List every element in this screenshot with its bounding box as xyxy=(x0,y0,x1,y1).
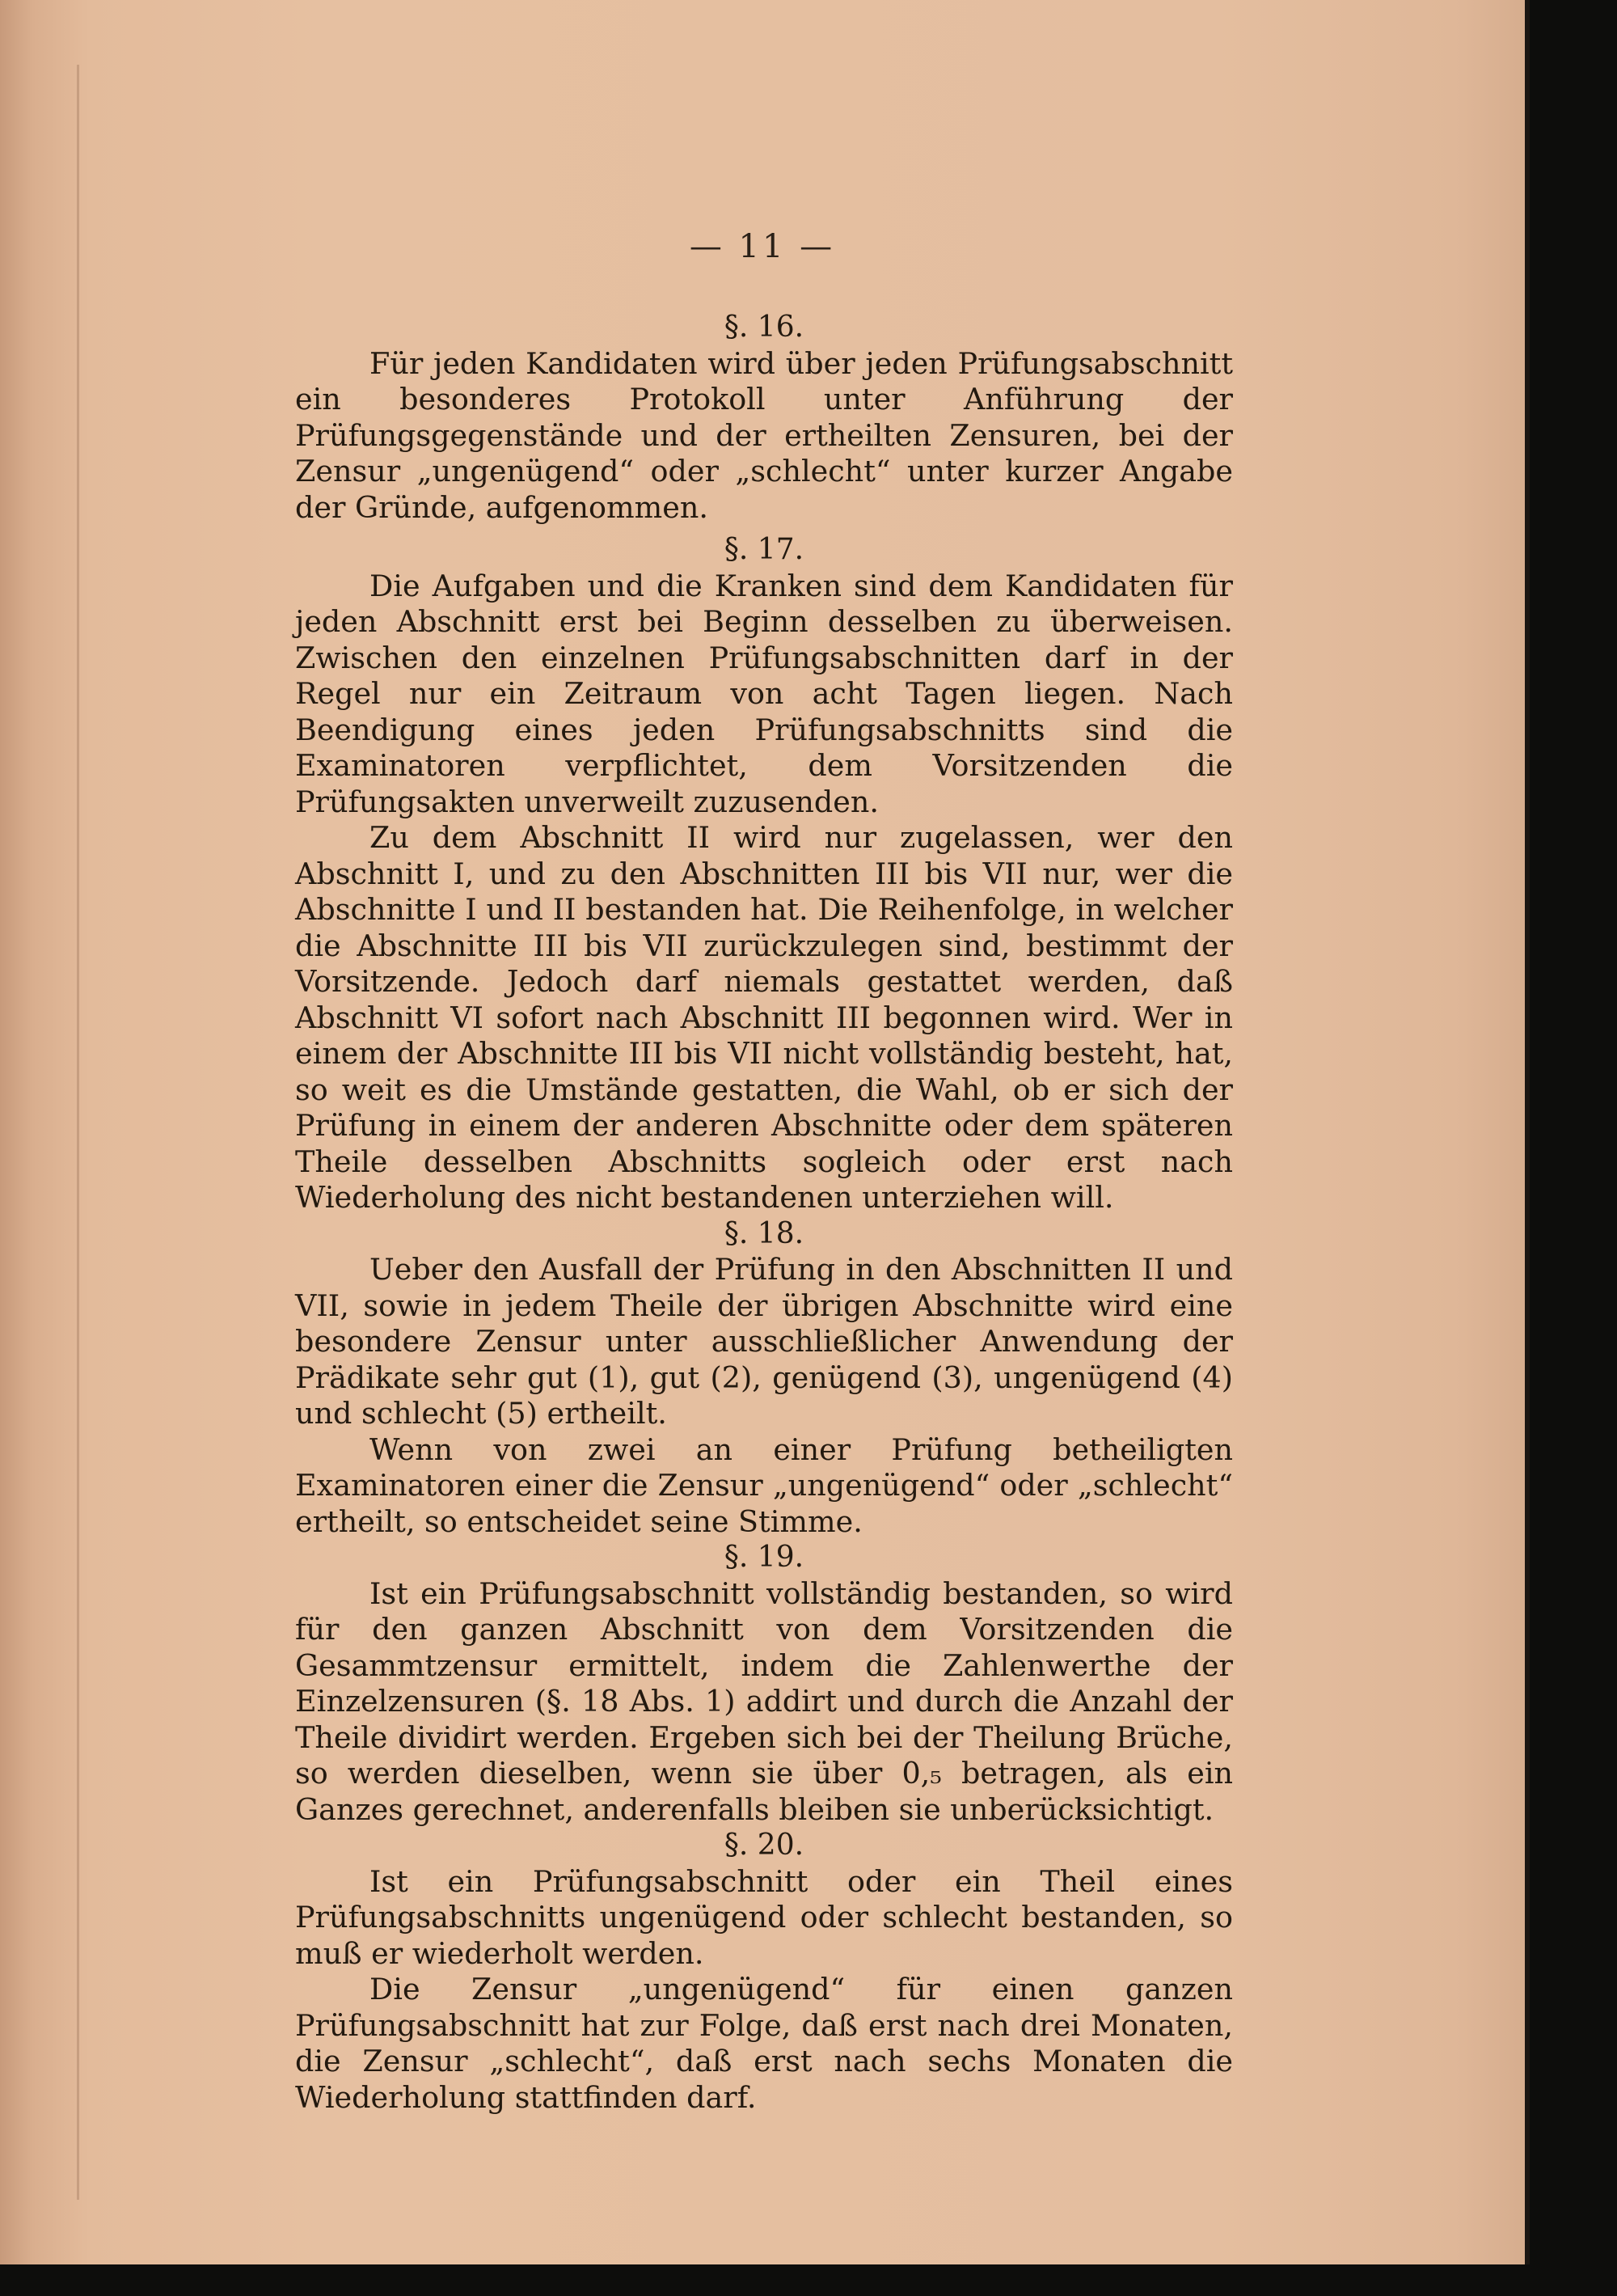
section-16 xyxy=(295,310,1233,526)
section-heading: §. 18. xyxy=(724,1216,804,1250)
paragraph: Die Aufgaben und die Kranken sind dem Kandidaten für jeden Abschnitt erst bei Beginn desselben zu überweisen. Zwischen den einzelnen Prüfungsabschnitten darf in der Regel nur ein Zeitraum von acht Tagen liegen. Nach Beendigung eines jeden Prüfungsabschnitts sind die Examinatoren verpflichtet, dem Vorsitzenden die Prüfungsakten unverweilt zuzusenden. xyxy=(295,568,1233,819)
section-heading: §. 17. xyxy=(724,533,804,566)
section-18 xyxy=(295,1216,1233,1541)
page-body xyxy=(295,310,1233,2116)
section-heading: §. 16. xyxy=(724,311,804,344)
section-20 xyxy=(295,1828,1233,2116)
paragraph: Ueber den Ausfall der Prüfung in den Abschnitten II und VII, sowie in jedem Theile der übrigen Abschnitte wird eine besondere Zensur unter ausschließlicher Anwendung der Prädikate sehr gut (1), gut (2), genügend (3), ungenügend (4) und schlecht (5) ertheilt. xyxy=(295,1252,1233,1431)
section-heading: §. 19. xyxy=(724,1541,804,1574)
paragraph: Wenn von zwei an einer Prüfung betheiligten Examinatoren einer die Zensur „ungenügend“ oder „schlecht“ ertheilt, so entscheidet seine Stimme. xyxy=(295,1431,1233,1539)
paragraph: Zu dem Abschnitt II wird nur zugelassen, wer den Abschnitt I, und zu den Abschnitten III bis VII nur, wer die Abschnitte I und II bestanden hat. Die Reihenfolge, in welcher die Abschnitte III bis VII zurückzulegen sind, bestimmt der Vorsitzende. Jedoch darf niemals gestattet werden, daß Abschnitt VI sofort nach Abschnitt III begonnen wird. Wer in einem der Abschnitte III bis VII nicht vollständig besteht, hat, so weit es die Umstände gestatten, die Wahl, ob er sich der Prüfung in einem der anderen Abschnitte oder dem späteren Theile desselben Abschnitts sogleich oder erst nach Wiederholung des nicht bestandenen unterziehen will. xyxy=(295,820,1233,1215)
paragraph: Die Zensur „ungenügend“ für einen ganzen Prüfungsabschnitt hat zur Folge, daß erst nach drei Monaten, die Zensur „schlecht“, daß erst nach sechs Monaten die Wiederholung stattfinden darf. xyxy=(295,1972,1233,2115)
page-number: — 11 — xyxy=(689,228,836,265)
section-17 xyxy=(295,532,1233,1216)
paragraph: Für jeden Kandidaten wird über jeden Prüfungsabschnitt ein besonderes Protokoll unter Anführung der Prüfungsgegenstände und der ertheilten Zensuren, bei der Zensur „ungenügend“ oder „schlecht“ unter kurzer Angabe der Gründe, aufgenommen. xyxy=(295,345,1233,525)
section-heading: §. 20. xyxy=(724,1829,804,1862)
paragraph: Ist ein Prüfungsabschnitt vollständig bestanden, so wird für den ganzen Abschnitt von dem Vorsitzenden die Gesammtzensur ermittelt, indem die Zahlenwerthe der Einzelzensuren (§. 18 Abs. 1) addirt und durch die Anzahl der Theile dividirt werden. Ergeben sich bei der Theilung Brüche, so werden dieselben, wenn sie über 0,₅ betragen, als ein Ganzes gerechnet, anderenfalls bleiben sie unberücksichtigt. xyxy=(295,1575,1233,1827)
section-19 xyxy=(295,1540,1233,1828)
paragraph: Ist ein Prüfungsabschnitt oder ein Theil eines Prüfungsabschnitts ungenügend oder schlecht bestanden, so muß er wiederholt werden. xyxy=(295,1863,1233,1971)
